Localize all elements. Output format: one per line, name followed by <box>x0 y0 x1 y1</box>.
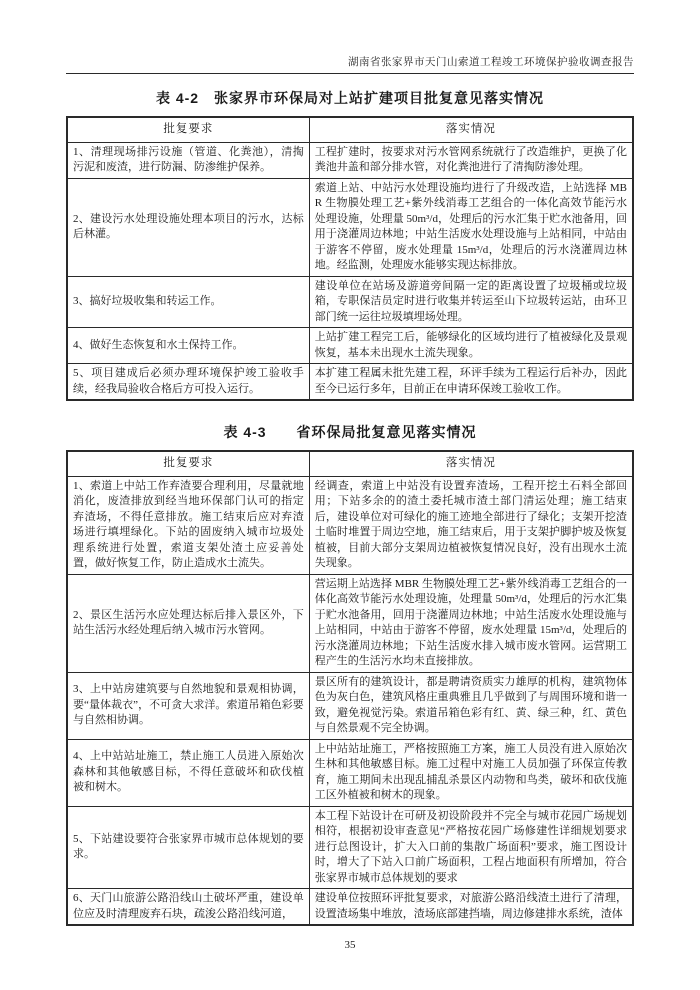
table-row <box>67 276 633 328</box>
implementation-cell: 上中站站址施工，严格按照施工方案，施工人员没有进入原始次生林和其他敏感目标。施工过程中对施工人员加强了环保宣传教育，施工期间未出现乱捕乱杀景区内动物和鸟类，破坏和砍伐施工区外植被和树木的现象。 <box>309 739 633 806</box>
table-4-3-caption: 表 4-3 省环保局批复意见落实情况 <box>223 424 477 440</box>
table-row <box>67 178 633 276</box>
table-row <box>67 739 633 806</box>
page-number: 35 <box>344 939 356 951</box>
requirement-cell: 6、天门山旅游公路沿线山土破坏严重，建设单位应及时清理废弃石块，疏浚公路沿线河道， <box>67 889 309 926</box>
implementation-cell: 工程扩建时，按要求对污水管网系统就行了改造维护，更换了化粪池井盖和部分排水管，对化粪池进行了清掏防渗处理。 <box>309 142 633 178</box>
requirement-cell: 4、上中站站址施工，禁止施工人员进入原始次森林和其他敏感目标，不得任意破坏和砍伐植被和树木。 <box>67 739 309 806</box>
table-row <box>67 328 633 364</box>
requirement-cell: 2、建设污水处理设施处理本项目的污水，达标后林灌。 <box>67 178 309 276</box>
table-row <box>67 806 633 889</box>
table-4-2-header-row <box>67 117 633 142</box>
requirement-cell: 5、下站建设要符合张家界市城市总体规划的要求。 <box>67 806 309 889</box>
table-4-3-header-row <box>67 451 633 476</box>
implementation-cell: 建设单位按照环评批复要求，对旅游公路沿线渣土进行了清理，设置渣场集中堆放，渣场底部建挡墙，周边修建排水系统，渣体 <box>309 889 633 926</box>
column-header-implementation: 落实情况 <box>309 117 633 142</box>
column-header-requirement: 批复要求 <box>67 117 309 142</box>
table-4-2 <box>66 116 634 401</box>
implementation-cell: 本扩建工程属未批先建工程，环评手续为工程运行后补办，因此至今已运行多年，目前正在申请环保竣工验收工作。 <box>309 364 633 401</box>
implementation-cell: 经调查，索道上中站没有设置弃渣场，工程开挖土石料全部回用；下站多余的的渣土委托城市渣土部门清运处理；施工结束后，建设单位对可绿化的施工迹地全部进行了绿化；支架开挖渣土临时堆置于周边空地，施工结束后，用于支架护脚护坡及恢复植被，目前大部分支架周边植被恢复情况良好，没有出现水土流失现象。 <box>309 476 633 574</box>
table-row <box>67 364 633 401</box>
report-header: 湖南省张家界市天门山索道工程竣工环境保护验收调查报告 <box>348 57 634 68</box>
table-row <box>67 142 633 178</box>
column-header-implementation: 落实情况 <box>309 451 633 476</box>
requirement-cell: 4、做好生态恢复和水土保持工作。 <box>67 328 309 364</box>
column-header-requirement: 批复要求 <box>67 451 309 476</box>
table-row <box>67 889 633 926</box>
implementation-cell: 建设单位在站场及游道旁间隔一定的距离设置了垃圾桶或垃圾箱，专职保洁员定时进行收集并转运至山下垃圾转运站，由环卫部门统一运往垃圾填埋场处理。 <box>309 276 633 328</box>
implementation-cell: 景区所有的建筑设计，都是聘请资质实力雄厚的机构，建筑物体色为灰白色，建筑风格庄重典雅且几乎做到了与周围环境和谐一致，避免视觉污染。索道吊箱色彩有红、黄、绿三种，红、黄色与自然景观不完全协调。 <box>309 672 633 739</box>
implementation-cell: 本工程下站设计在可研及初设阶段并不完全与城市花园广场规划相符，根据初设审查意见“严格按花园广场修建性详细规划要求进行总图设计，扩大入口前的集散广场面积”要求，施工图设计时，增大了下站入口前广场面积，工程占地面积有所增加，符合张家界市城市总体规划的要求 <box>309 806 633 889</box>
table-row <box>67 672 633 739</box>
table-row <box>67 574 633 672</box>
requirement-cell: 5、项目建成后必须办理环境保护竣工验收手续，经我局验收合格后方可投入运行。 <box>67 364 309 401</box>
table-row <box>67 476 633 574</box>
implementation-cell: 索道上站、中站污水处理设施均进行了升级改造，上站选择 MBR 生物膜处理工艺+紫外线消毒工艺组合的一体化高效节能污水处理设施，处理量 50m³/d，处理后的污水汇集于贮水池备用，回用于浇灌周边林地；中站生活废水处理设施与上站相同，中站由于游客不停留，废水处理量 15m³/d，处理后的污水浇灌周边林地。经监测，处理废水能够实现达标排放。 <box>309 178 633 276</box>
requirement-cell: 1、索道上中站工作弃渣要合理利用，尽量就地消化，废渣排放到经当地环保部门认可的指定弃渣场，不得任意排放。施工结束后应对弃渣场进行填埋绿化。下站的固废纳入城市垃圾处理系统进行处置，索道支架处渣土应妥善处置，做好恢复工作，防止造成水土流失。 <box>67 476 309 574</box>
requirement-cell: 3、上中站房建筑要与自然地貌和景观相协调，要“量体裁衣”，不可贪大求洋。索道吊箱色彩要与自然相协调。 <box>67 672 309 739</box>
requirement-cell: 3、搞好垃圾收集和转运工作。 <box>67 276 309 328</box>
header-rule <box>66 73 634 74</box>
implementation-cell: 上站扩建工程完工后，能够绿化的区域均进行了植被绿化及景观恢复，基本未出现水土流失现象。 <box>309 328 633 364</box>
table-4-2-caption: 表 4-2 张家界市环保局对上站扩建项目批复意见落实情况 <box>155 90 545 106</box>
requirement-cell: 1、清理现场排污设施（管道、化粪池），清掏污泥和废渣，进行防漏、防渗维护保养。 <box>67 142 309 178</box>
table-4-3 <box>66 450 634 926</box>
implementation-cell: 营运期上站选择 MBR 生物膜处理工艺+紫外线消毒工艺组合的一体化高效节能污水处理设施，处理量 50m³/d，处理后的污水汇集于贮水池备用，回用于浇灌周边林地；中站生活废水处理设施与上站相同，中站由于游客不停留，废水处理量 15m³/d，处理后的污水浇灌周边林地；下站生活废水排入城市废水管网。运营期工程产生的生活污水均未直接排放。 <box>309 574 633 672</box>
requirement-cell: 2、景区生活污水应处理达标后排入景区外，下站生活污水经处理后纳入城市污水管网。 <box>67 574 309 672</box>
